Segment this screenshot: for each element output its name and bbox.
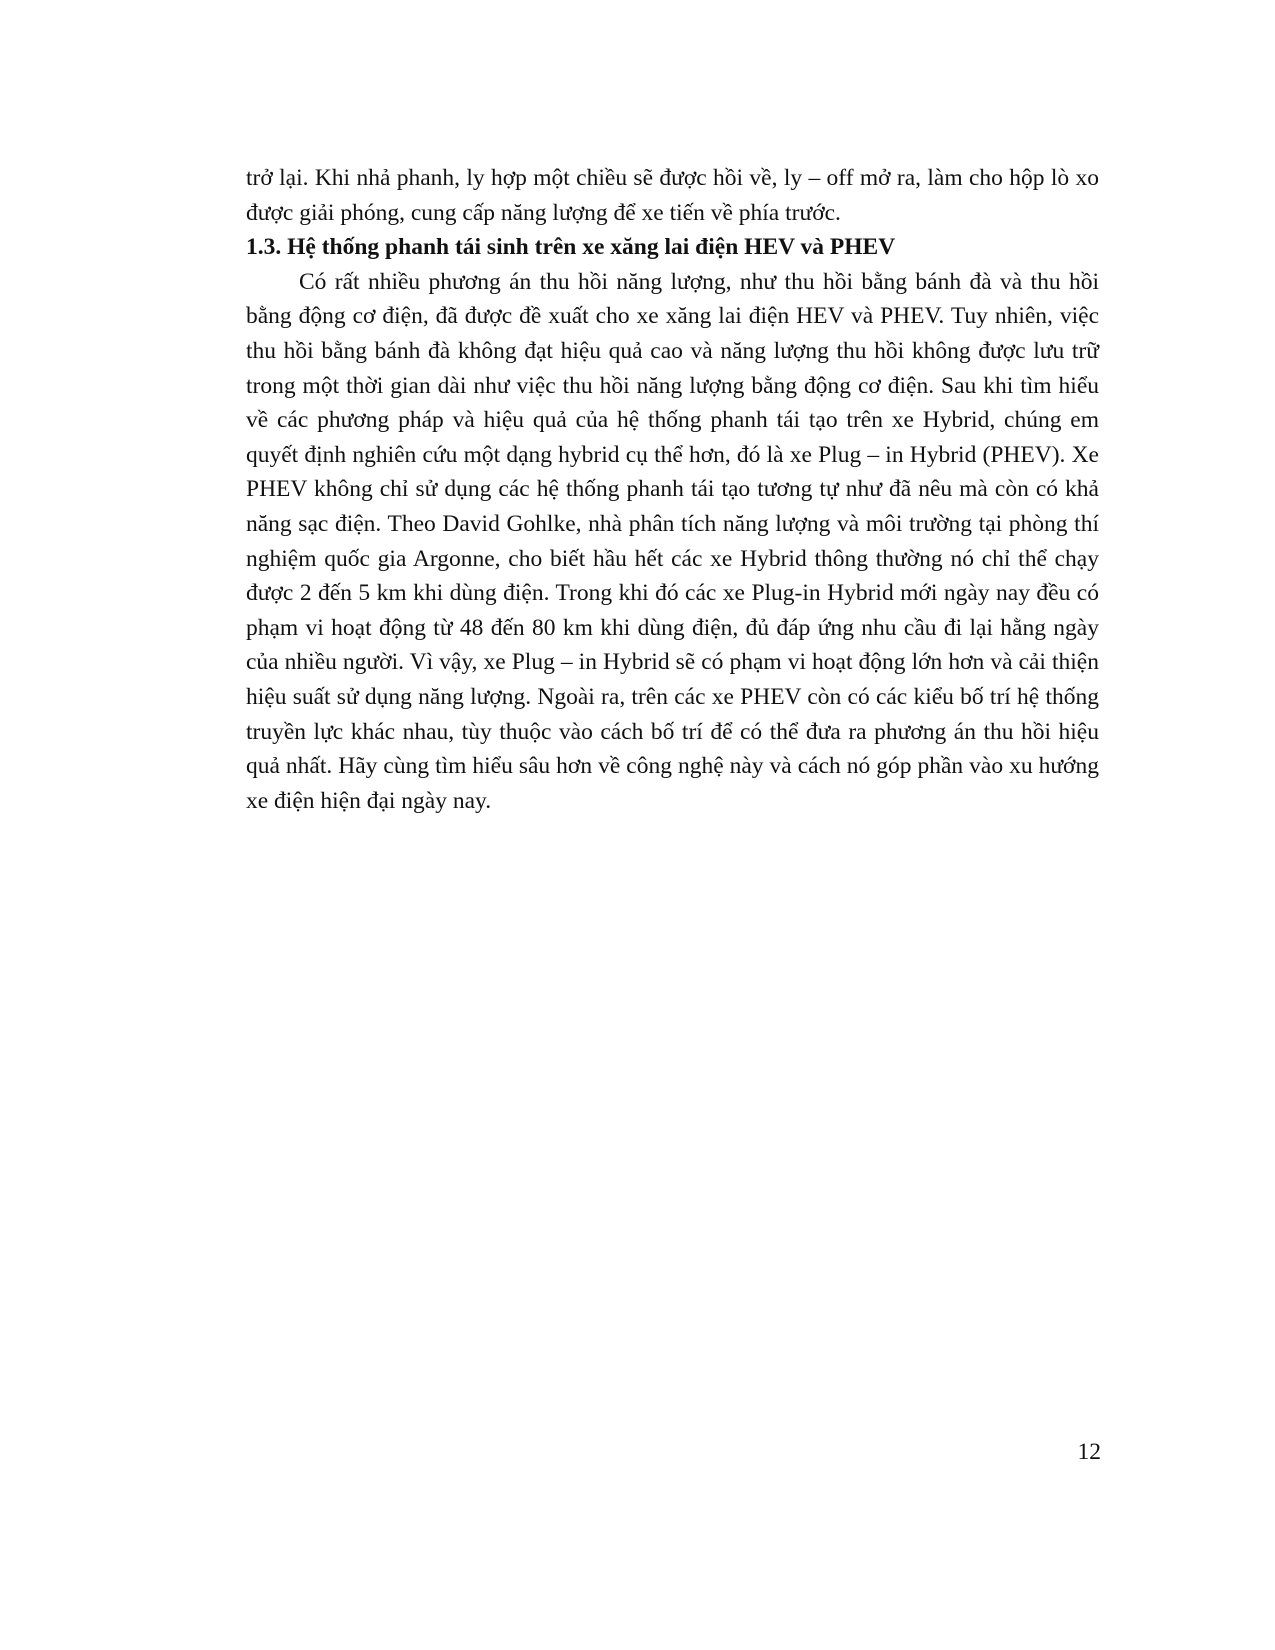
section-heading: 1.3. Hệ thống phanh tái sinh trên xe xăng lai điện HEV và PHEV (246, 234, 896, 261)
continuation-paragraph: trở lại. Khi nhả phanh, ly hợp một chiều sẽ được hồi về, ly – off mở ra, làm cho hộp lò xo được giải phóng, cung cấp năng lượng để xe tiến về phía trước. (246, 165, 1099, 226)
body-paragraph: Có rất nhiều phương án thu hồi năng lượng, như thu hồi bằng bánh đà và thu hồi bằng động cơ điện, đã được đề xuất cho xe xăng lai điện HEV và PHEV. Tuy nhiên, việc thu hồi bằng bánh đà không đạt hiệu quả cao và năng lượng thu hồi không được lưu trữ trong một thời gian dài như việc thu hồi năng lượng bằng động cơ điện. Sau khi tìm hiểu về các phương pháp và hiệu quả của hệ thống phanh tái tạo trên xe Hybrid, chúng em quyết định nghiên cứu một dạng hybrid cụ thể hơn, đó là xe Plug – in Hybrid (PHEV). Xe PHEV không chỉ sử dụng các hệ thống phanh tái tạo tương tự như đã nêu mà còn có khả năng sạc điện. Theo David Gohlke, nhà phân tích năng lượng và môi trường tại phòng thí nghiệm quốc gia Argonne, cho biết hầu hết các xe Hybrid thông thường nó chỉ thể chạy được 2 đến 5 km khi dùng điện. Trong khi đó các xe Plug-in Hybrid mới ngày nay đều có phạm vi hoạt động từ 48 đến 80 km khi dùng điện, đủ đáp ứng nhu cầu đi lại hằng ngày của nhiều người. Vì vậy, xe Plug – in Hybrid sẽ có phạm vi hoạt động lớn hơn và cải thiện hiệu suất sử dụng năng lượng. Ngoài ra, trên các xe PHEV còn có các kiểu bố trí hệ thống truyền lực khác nhau, tùy thuộc vào cách bố trí để có thể đưa ra phương án thu hồi hiệu quả nhất. Hãy cùng tìm hiểu sâu hơn về công nghệ này và cách nó góp phần vào xu hướng xe điện hiện đại ngày nay. (246, 268, 1099, 814)
page-number: 12 (1077, 1439, 1101, 1465)
page-content (246, 161, 1099, 818)
